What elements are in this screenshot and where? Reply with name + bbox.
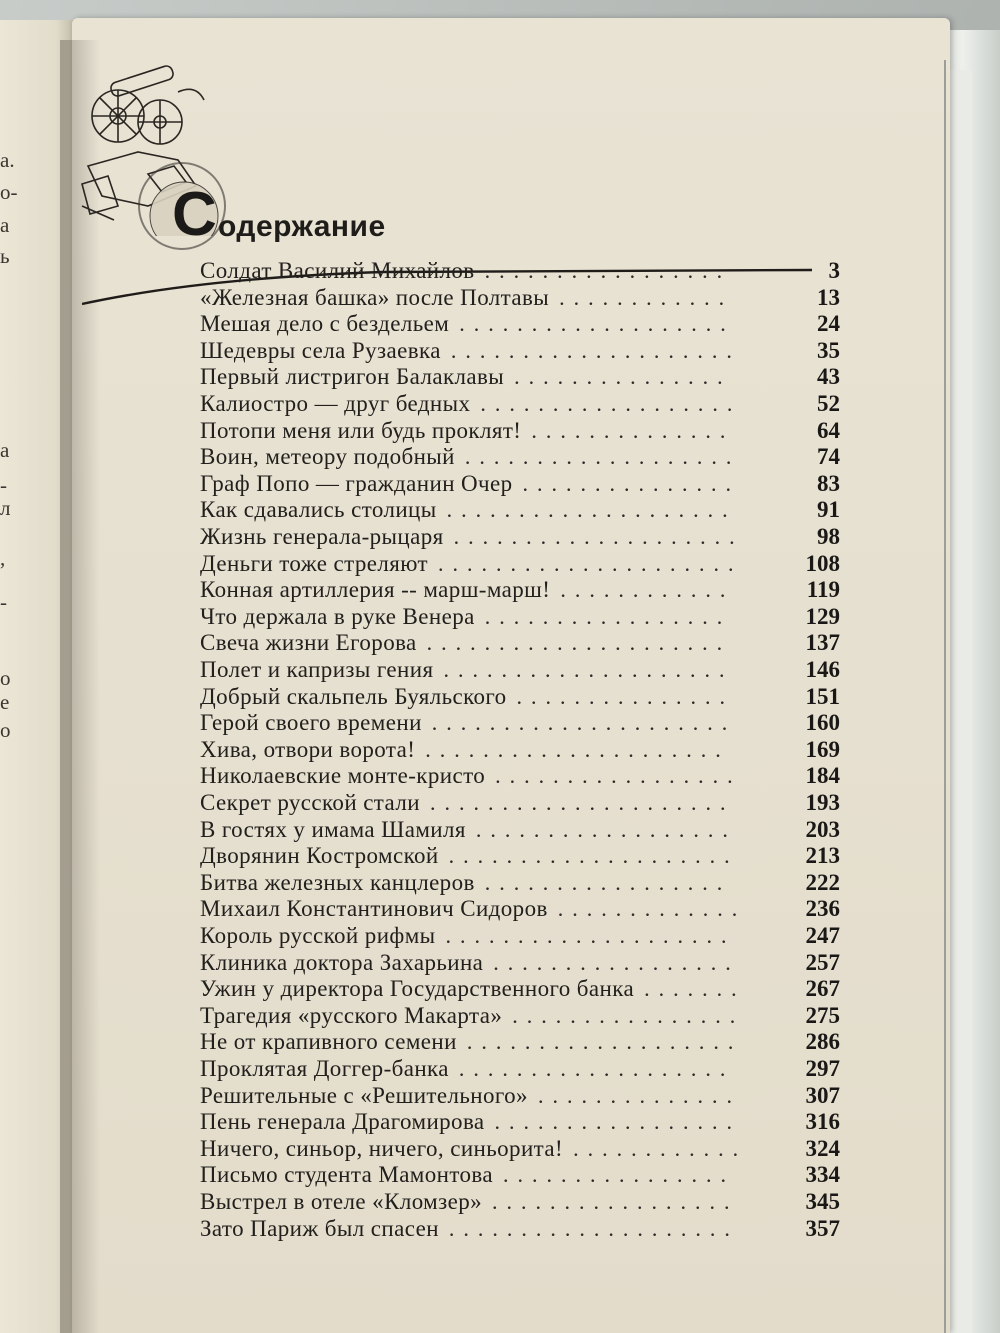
toc-entry-page-number: 108 — [805, 550, 840, 576]
book-cover-strip — [950, 70, 972, 1333]
toc-entry-title: Что держала в руке Венера — [200, 603, 475, 629]
left-page-fragment: ь — [0, 244, 10, 268]
toc-entry-page-number: 119 — [806, 577, 840, 603]
toc-entry — [200, 311, 840, 339]
toc-entry — [200, 1216, 840, 1244]
toc-dot-leader: ............ — [560, 577, 735, 603]
toc-entry-page-number: 64 — [817, 417, 840, 443]
toc-dot-leader: ................. — [484, 869, 732, 895]
toc-dot-leader: ................. — [495, 763, 742, 789]
toc-entry — [200, 817, 840, 845]
toc-entry — [200, 418, 840, 446]
toc-dot-leader: ............ — [559, 284, 734, 310]
toc-entry-page-number: 334 — [805, 1162, 840, 1188]
toc-entry-title: Первый листригон Балаклавы — [200, 364, 505, 390]
toc-entry-title: Полет и капризы гения — [200, 657, 434, 682]
toc-entry-page-number: 74 — [817, 444, 840, 470]
toc-entry-title: Михаил Константинович Сидоров — [200, 896, 548, 922]
toc-entry — [200, 763, 840, 791]
left-page-fragment: - — [0, 590, 7, 614]
toc-dot-leader: ....... — [644, 976, 746, 1002]
toc-entry-page-number: 257 — [805, 949, 840, 975]
toc-dot-leader: ............... — [514, 364, 732, 390]
toc-dot-leader: ................ — [512, 1002, 745, 1028]
toc-entry — [200, 524, 840, 552]
toc-entry — [200, 604, 840, 632]
toc-dot-leader: ..................... — [429, 790, 735, 815]
left-page-fragment: л — [0, 496, 11, 520]
toc-dot-leader: .................... — [448, 1215, 739, 1241]
toc-entry-page-number: 137 — [805, 630, 840, 656]
toc-entry-page-number: 307 — [805, 1082, 840, 1108]
toc-dot-leader: ................. — [484, 258, 732, 283]
toc-entry — [200, 843, 840, 871]
toc-entry — [200, 684, 840, 712]
toc-entry-title: Ничего, синьор, ничего, синьорита! — [200, 1135, 564, 1161]
toc-entry — [200, 285, 840, 313]
toc-dot-leader: .............. — [537, 1082, 741, 1108]
toc-entry-title: Выстрел в отеле «Кломзер» — [200, 1189, 483, 1214]
toc-entry-page-number: 83 — [817, 470, 840, 496]
toc-entry-title: Граф Попо — гражданин Очер — [200, 470, 513, 496]
toc-dot-leader: ................. — [493, 949, 740, 975]
drop-cap-letter: С — [172, 180, 217, 249]
toc-dot-leader: .................. — [480, 391, 742, 416]
toc-entry-title: Воин, метеору подобный — [200, 444, 455, 470]
toc-entry-title: «Железная башка» после Полтавы — [200, 284, 550, 310]
left-page-fragment: о — [0, 718, 11, 742]
toc-entry-page-number: 357 — [805, 1215, 840, 1241]
toc-entry-page-number: 316 — [805, 1109, 840, 1135]
toc-entry-page-number: 129 — [805, 603, 840, 629]
toc-entry — [200, 577, 840, 605]
toc-dot-leader: ............... — [516, 683, 735, 709]
toc-entry-page-number: 52 — [817, 391, 840, 416]
toc-entry-page-number: 275 — [805, 1002, 840, 1028]
left-page-fragment: а — [0, 438, 10, 462]
toc-entry-page-number: 160 — [805, 710, 840, 736]
toc-entry-title: Деньги тоже стреляют — [200, 550, 428, 576]
toc-entry — [200, 338, 840, 366]
toc-entry-page-number: 247 — [805, 923, 840, 948]
toc-dot-leader: ................... — [464, 444, 741, 470]
toc-entry — [200, 444, 840, 472]
toc-dot-leader: ................... — [466, 1029, 743, 1055]
left-page-fragment: о — [0, 666, 11, 690]
toc-entry-title: Битва железных канцлеров — [200, 869, 475, 895]
left-page-fragment: е — [0, 690, 10, 714]
page-edge — [944, 60, 946, 1333]
toc-entry-title: Зато Париж был спасен — [200, 1215, 439, 1241]
toc-entry — [200, 497, 840, 525]
toc-entry — [200, 258, 840, 286]
toc-entry-page-number: 43 — [817, 364, 840, 390]
toc-entry — [200, 391, 840, 419]
toc-dot-leader: ..................... — [425, 736, 730, 762]
toc-entry-title: Калиостро — друг бедных — [200, 391, 471, 416]
toc-dot-leader: ................... — [458, 1056, 735, 1081]
toc-entry-page-number: 91 — [817, 497, 840, 523]
toc-entry — [200, 976, 840, 1004]
toc-entry — [200, 1162, 840, 1190]
toc-entry-title: Потопи меня или будь проклят! — [200, 417, 522, 443]
toc-entry-page-number: 213 — [805, 843, 840, 869]
toc-entry-title: Свеча жизни Егорова — [200, 630, 417, 656]
toc-entry-page-number: 35 — [817, 337, 840, 363]
toc-entry-page-number: 193 — [805, 790, 840, 815]
toc-dot-leader: ................. — [484, 603, 732, 629]
toc-entry — [200, 870, 840, 898]
toc-entry-title: Дворянин Костромской — [200, 843, 439, 869]
toc-entry-page-number: 98 — [817, 524, 840, 549]
toc-dot-leader: .............. — [531, 417, 735, 443]
toc-entry-title: Николаевские монте-кристо — [200, 763, 486, 789]
toc-entry — [200, 630, 840, 658]
toc-entry-title: Шедевры села Рузаевка — [200, 337, 441, 363]
toc-entry-page-number: 236 — [805, 896, 840, 922]
toc-entry-title: Король русской рифмы — [200, 923, 436, 948]
toc-entry-title: Не от крапивного семени — [200, 1029, 457, 1055]
toc-entry — [200, 790, 840, 818]
left-page-fragment: - — [0, 473, 7, 497]
toc-entry-title: Добрый скальпель Буяльского — [200, 683, 507, 709]
toc-entry-title: Проклятая Доггер-банка — [200, 1056, 449, 1081]
toc-entry-page-number: 3 — [828, 258, 840, 283]
toc-entry — [200, 1109, 840, 1137]
toc-entry — [200, 364, 840, 392]
toc-entry-title: Решительные с «Решительного» — [200, 1082, 528, 1108]
toc-entry-page-number: 286 — [805, 1029, 840, 1055]
toc-entry — [200, 710, 840, 738]
toc-entry — [200, 657, 840, 685]
toc-entry-page-number: 297 — [805, 1056, 840, 1081]
left-page-fragment: , — [0, 546, 6, 570]
heading-text: одержание — [218, 210, 386, 243]
toc-entry-title: В гостях у имама Шамиля — [200, 816, 466, 842]
toc-entry — [200, 1056, 840, 1084]
toc-dot-leader: .................... — [446, 497, 737, 523]
toc-entry — [200, 471, 840, 499]
toc-entry-title: Конная артиллерия -- марш-марш! — [200, 577, 551, 603]
toc-entry — [200, 1003, 840, 1031]
toc-entry-title: Мешая дело с бездельем — [200, 311, 450, 337]
toc-entry-page-number: 169 — [805, 736, 840, 762]
toc-entry-title: Солдат Василий Михайлов — [200, 258, 475, 283]
toc-dot-leader: ..................... — [437, 550, 743, 576]
left-page-fragment: о- — [0, 180, 18, 204]
toc-dot-leader: .................... — [445, 923, 736, 948]
toc-dot-leader: .................... — [453, 524, 744, 549]
toc-entry-page-number: 222 — [805, 869, 840, 895]
toc-entry — [200, 1029, 840, 1057]
toc-dot-leader: .................... — [450, 337, 741, 363]
toc-entry — [200, 923, 840, 951]
toc-entry-page-number: 146 — [805, 657, 840, 682]
toc-entry-title: Жизнь генерала-рыцаря — [200, 524, 444, 549]
toc-dot-leader: ..................... — [431, 710, 737, 736]
left-page-fragment: а — [0, 213, 10, 237]
toc-entry — [200, 950, 840, 978]
toc-entry — [200, 1083, 840, 1111]
toc-entry-page-number: 13 — [817, 284, 840, 310]
toc-entry-title: Трагедия «русского Макарта» — [200, 1002, 503, 1028]
toc-entry-page-number: 24 — [817, 311, 840, 337]
left-page-fragment: а. — [0, 148, 15, 172]
toc-dot-leader: .................... — [448, 843, 739, 869]
toc-entry-title: Герой своего времени — [200, 710, 422, 736]
toc-entry-title: Клиника доктора Захарьина — [200, 949, 484, 975]
toc-entry — [200, 551, 840, 579]
toc-entry-page-number: 203 — [805, 816, 840, 842]
toc-dot-leader: ................... — [459, 311, 735, 337]
toc-dot-leader: .................... — [443, 657, 734, 682]
toc-dot-leader: ............ — [573, 1135, 748, 1161]
toc-entry-page-number: 345 — [805, 1189, 840, 1214]
toc-dot-leader: ................ — [502, 1162, 735, 1188]
toc-entry — [200, 1189, 840, 1217]
toc-entry-page-number: 184 — [805, 763, 840, 789]
toc-entry-title: Хива, отвори ворота! — [200, 736, 416, 762]
table-of-contents — [200, 258, 840, 1268]
toc-dot-leader: ............. — [557, 896, 747, 922]
toc-entry — [200, 737, 840, 765]
toc-dot-leader: ..................... — [426, 630, 732, 656]
toc-entry-title: Как сдавались столицы — [200, 497, 437, 523]
toc-dot-leader: .................. — [475, 816, 737, 842]
toc-entry-page-number: 267 — [805, 976, 840, 1002]
toc-entry-title: Пень генерала Драгомирова — [200, 1109, 485, 1135]
toc-entry-page-number: 151 — [805, 683, 840, 709]
toc-entry-title: Секрет русской стали — [200, 790, 420, 815]
toc-dot-leader: ............... — [522, 470, 741, 496]
toc-entry-title: Ужин у директора Государственного банка — [200, 976, 635, 1002]
toc-entry-page-number: 324 — [805, 1135, 840, 1161]
toc-entry — [200, 1136, 840, 1164]
toc-entry-title: Письмо студента Мамонтова — [200, 1162, 493, 1188]
toc-dot-leader: ................. — [494, 1109, 742, 1135]
toc-dot-leader: ................. — [492, 1189, 739, 1214]
toc-entry — [200, 896, 840, 924]
